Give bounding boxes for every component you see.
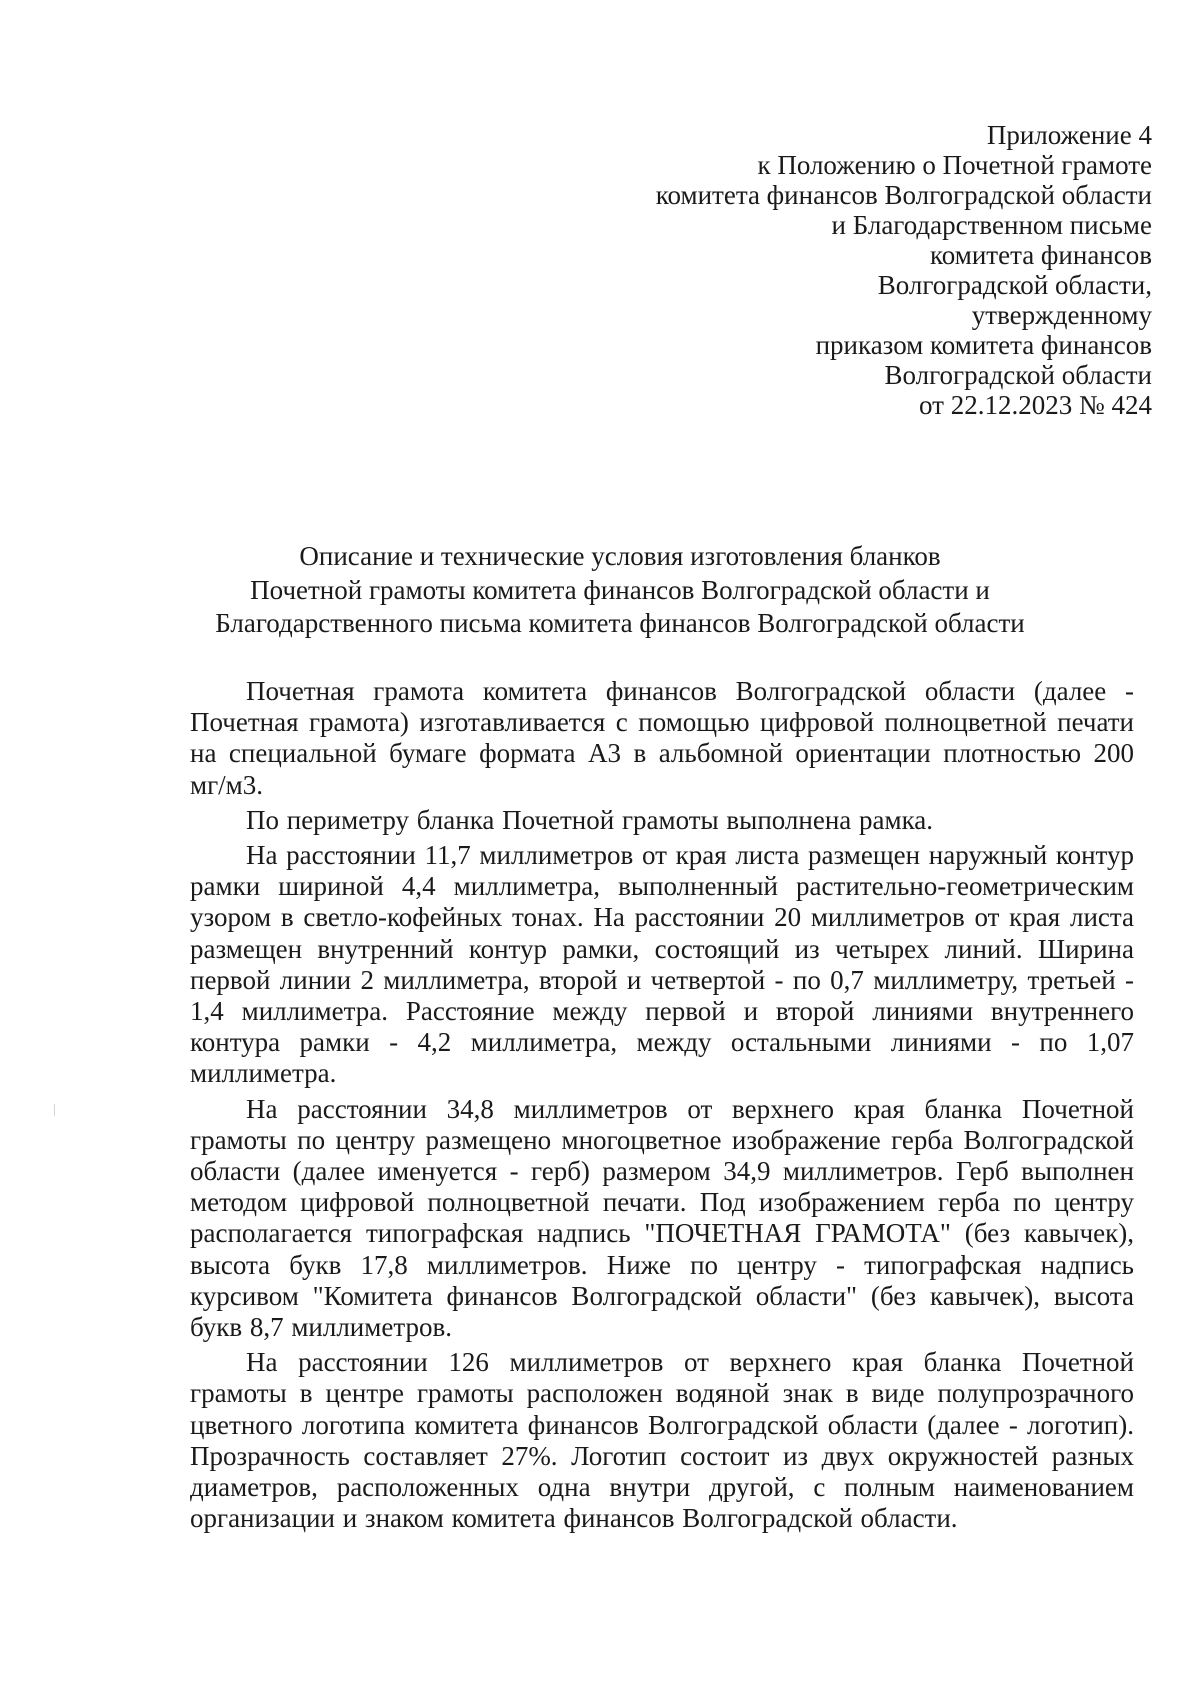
body-paragraph: На расстоянии 11,7 миллиметров от края листа размещен наружный контур рамки шириной 4,4 миллиметра, выполненный растительно-геометрическим узором в светло-кофейных тонах. На расстоянии 20 миллиметров от края листа размещен внутренний контур рамки, состоящий из четырех линий. Ширина первой линии 2 миллиметра, второй и четвертой - по 0,7 миллиметру, третьей - 1,4 миллиметра. Расстояние между первой и второй линиями внутреннего контура рамки - 4,2 миллиметра, между остальными линиями - по 1,07 миллиметра.: [190, 840, 1134, 1089]
appendix-line: комитета финансов: [930, 240, 1152, 270]
appendix-line: комитета финансов Волгоградской области: [655, 180, 1152, 210]
document-title: [90, 540, 1150, 641]
body-paragraph: Почетная грамота комитета финансов Волгоградской области (далее - Почетная грамота) изготавливается с помощью цифровой полноцветной печати на специальной бумаге формата А3 в альбомной ориентации плотностью 200 мг/м3.: [190, 676, 1134, 800]
appendix-line: утвержденному: [971, 300, 1152, 330]
body-paragraph: На расстоянии 34,8 миллиметров от верхнего края бланка Почетной грамоты по центру размещено многоцветное изображение герба Волгоградской области (далее именуется - герб) размером 34,9 миллиметров. Герб выполнен методом цифровой полноцветной печати. Под изображением герба по центру располагается типографская надпись "ПОЧЕТНАЯ ГРАМОТА" (без кавычек), высота букв 17,8 миллиметров. Ниже по центру - типографская надпись курсивом "Комитета финансов Волгоградской области" (без кавычек), высота букв 8,7 миллиметров.: [190, 1093, 1134, 1343]
title-line: Описание и технические условия изготовления бланков: [299, 541, 941, 571]
appendix-line: к Положению о Почетной грамоте: [757, 150, 1152, 180]
appendix-line: Приложение 4: [986, 120, 1152, 150]
appendix-line: от 22.12.2023 № 424: [919, 390, 1152, 420]
document-body: [190, 676, 1134, 1534]
appendix-line: Волгоградской области: [884, 360, 1152, 390]
title-line: Почетной грамоты комитета финансов Волгоградской области и: [250, 574, 990, 605]
appendix-line: Волгоградской области,: [877, 270, 1152, 300]
appendix-line: и Благодарственном письме: [831, 210, 1152, 240]
body-paragraph: На расстоянии 126 миллиметров от верхнего края бланка Почетной грамоты в центре грамоты расположен водяной знак в виде полупрозрачного цветного логотипа комитета финансов Волгоградской области (далее - логотип). Прозрачность составляет 27%. Логотип состоит из двух окружностей разных диаметров, расположенных одна внутри другой, с полным наименованием организации и знаком комитета финансов Волгоградской области.: [190, 1347, 1134, 1534]
body-paragraph: По периметру бланка Почетной грамоты выполнена рамка.: [246, 804, 934, 835]
appendix-reference-block: [512, 120, 1152, 420]
scan-margin-mark: [54, 1104, 55, 1116]
appendix-line: приказом комитета финансов: [815, 330, 1152, 360]
title-line: Благодарственного письма комитета финансов Волгоградской области: [215, 608, 1025, 638]
